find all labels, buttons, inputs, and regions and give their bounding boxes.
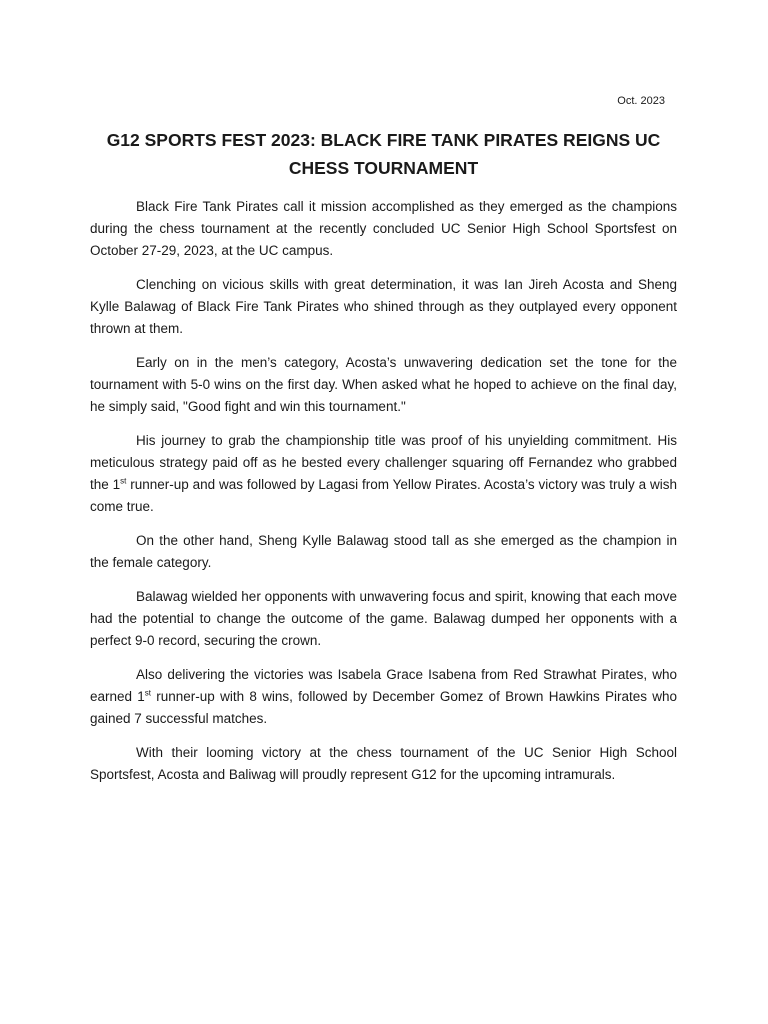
paragraph-6: Balawag wielded her opponents with unwavering focus and spirit, knowing that each move had the potential to change the outcome of the game. Balawag dumped her opponents with a perfect 9-0 record, securing the crown. <box>90 589 677 648</box>
paragraph-4-after: runner-up and was followed by Lagasi from Yellow Pirates. Acosta’s victory was truly a wish come true. <box>90 477 677 514</box>
paragraph-1: Black Fire Tank Pirates call it mission accomplished as they emerged as the champions during the chess tournament at the recently concluded UC Senior High School Sportsfest on October 27-29, 2023, at the UC campus. <box>90 199 677 258</box>
paragraph-7 <box>90 664 677 730</box>
article-body <box>90 196 677 798</box>
document-date: Oct. 2023 <box>617 95 665 107</box>
paragraph-7-after: runner-up with 8 wins, followed by December Gomez of Brown Hawkins Pirates who gained 7 successful matches. <box>90 689 677 726</box>
paragraph-3: Early on in the men’s category, Acosta’s unwavering dedication set the tone for the tournament with 5-0 wins on the first day. When asked what he hoped to achieve on the final day, he simply said, "Good fight and win this tournament." <box>90 355 677 414</box>
paragraph-2: Clenching on vicious skills with great determination, it was Ian Jireh Acosta and Sheng Kylle Balawag of Black Fire Tank Pirates who shined through as they outplayed every opponent thrown at them. <box>90 277 677 336</box>
document-page <box>90 0 677 1024</box>
ordinal-suffix: st <box>120 476 127 486</box>
document-title: G12 SPORTS FEST 2023: BLACK FIRE TANK PIRATES REIGNS UC CHESS TOURNAMENT <box>106 130 661 178</box>
paragraph-5: On the other hand, Sheng Kylle Balawag stood tall as she emerged as the champion in the female category. <box>90 533 677 570</box>
paragraph-4 <box>90 430 677 518</box>
paragraph-8: With their looming victory at the chess tournament of the UC Senior High School Sportsfest, Acosta and Baliwag will proudly represent G12 for the upcoming intramurals. <box>90 745 677 782</box>
ordinal-suffix: st <box>144 688 152 698</box>
paragraph-4-before: His journey to grab the championship title was proof of his unyielding commitment. His meticulous strategy paid off as he bested every challenger squaring off Fernandez who grabbed the 1 <box>90 433 677 492</box>
paragraph-7-before: Also delivering the victories was Isabela Grace Isabena from Red Strawhat Pirates, who earned 1 <box>90 667 677 704</box>
